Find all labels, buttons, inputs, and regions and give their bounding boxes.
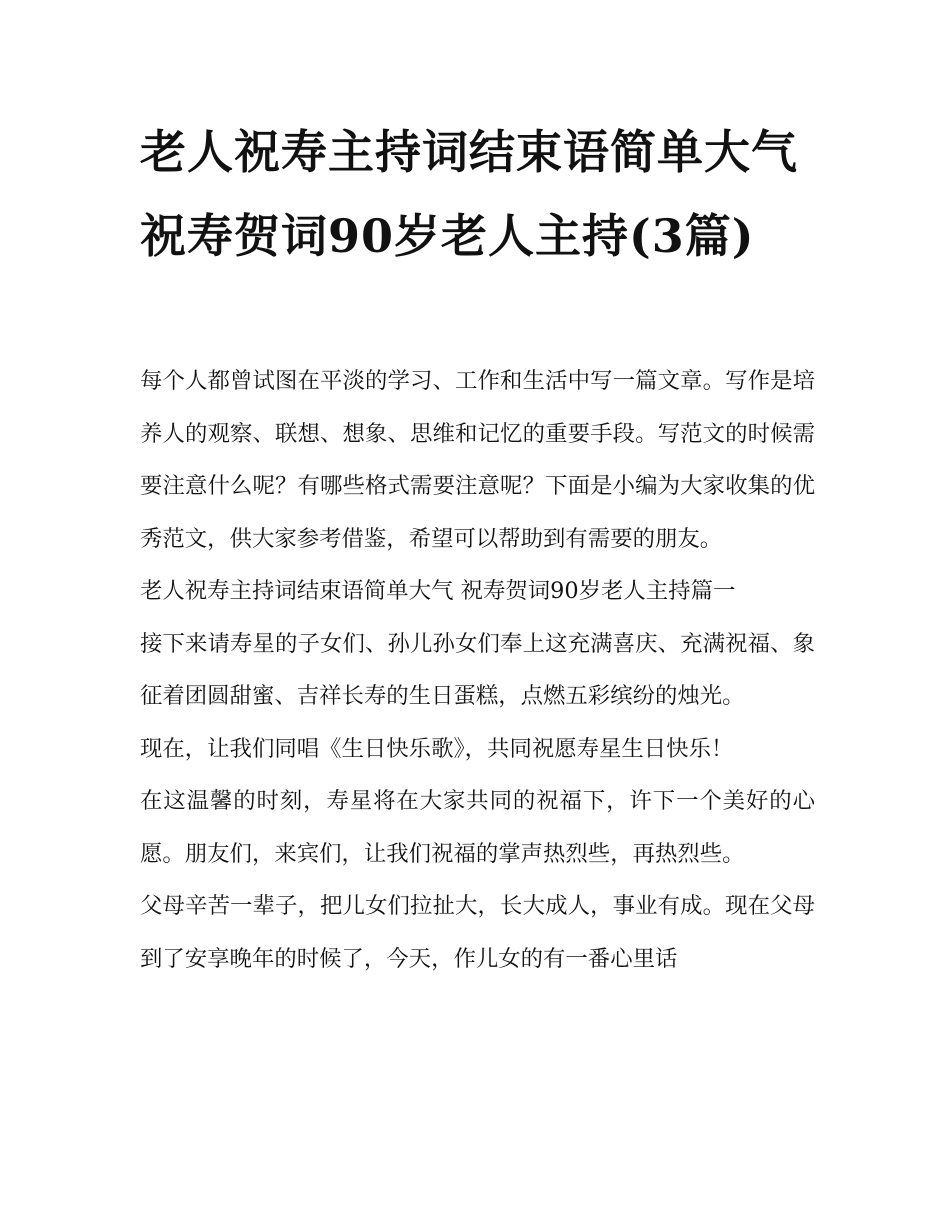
document-body	[140, 355, 815, 985]
intro-paragraph: 每个人都曾试图在平淡的学习、工作和生活中写一篇文章。写作是培养人的观察、联想、想象、思维和记忆的重要手段。写范文的时候需要注意什么呢？有哪些格式需要注意呢？下面是小编为大家收集的优秀范文，供大家参考借鉴，希望可以帮助到有需要的朋友。	[140, 368, 815, 552]
body-paragraph: 父母辛苦一辈子，把儿女们拉扯大，长大成人，事业有成。现在父母到了安享晚年的时候了，今天，作儿女的有一番心里话	[140, 893, 815, 972]
document-title: 老人祝寿主持词结束语简单大气 祝寿贺词90岁老人主持(3篇)	[140, 125, 798, 263]
body-paragraph: 现在，让我们同唱《生日快乐歌》，共同祝愿寿星生日快乐！	[140, 735, 734, 762]
body-paragraph: 接下来请寿星的子女们、孙儿孙女们奉上这充满喜庆、充满祝福、象征着团圆甜蜜、吉祥长寿的生日蛋糕，点燃五彩缤纷的烛光。	[140, 630, 815, 709]
body-paragraph: 在这温馨的时刻，寿星将在大家共同的祝福下，许下一个美好的心愿。朋友们，来宾们，让我们祝福的掌声热烈些，再热烈些。	[140, 788, 815, 867]
section-heading: 老人祝寿主持词结束语简单大气 祝寿贺词90岁老人主持篇一	[140, 578, 736, 604]
